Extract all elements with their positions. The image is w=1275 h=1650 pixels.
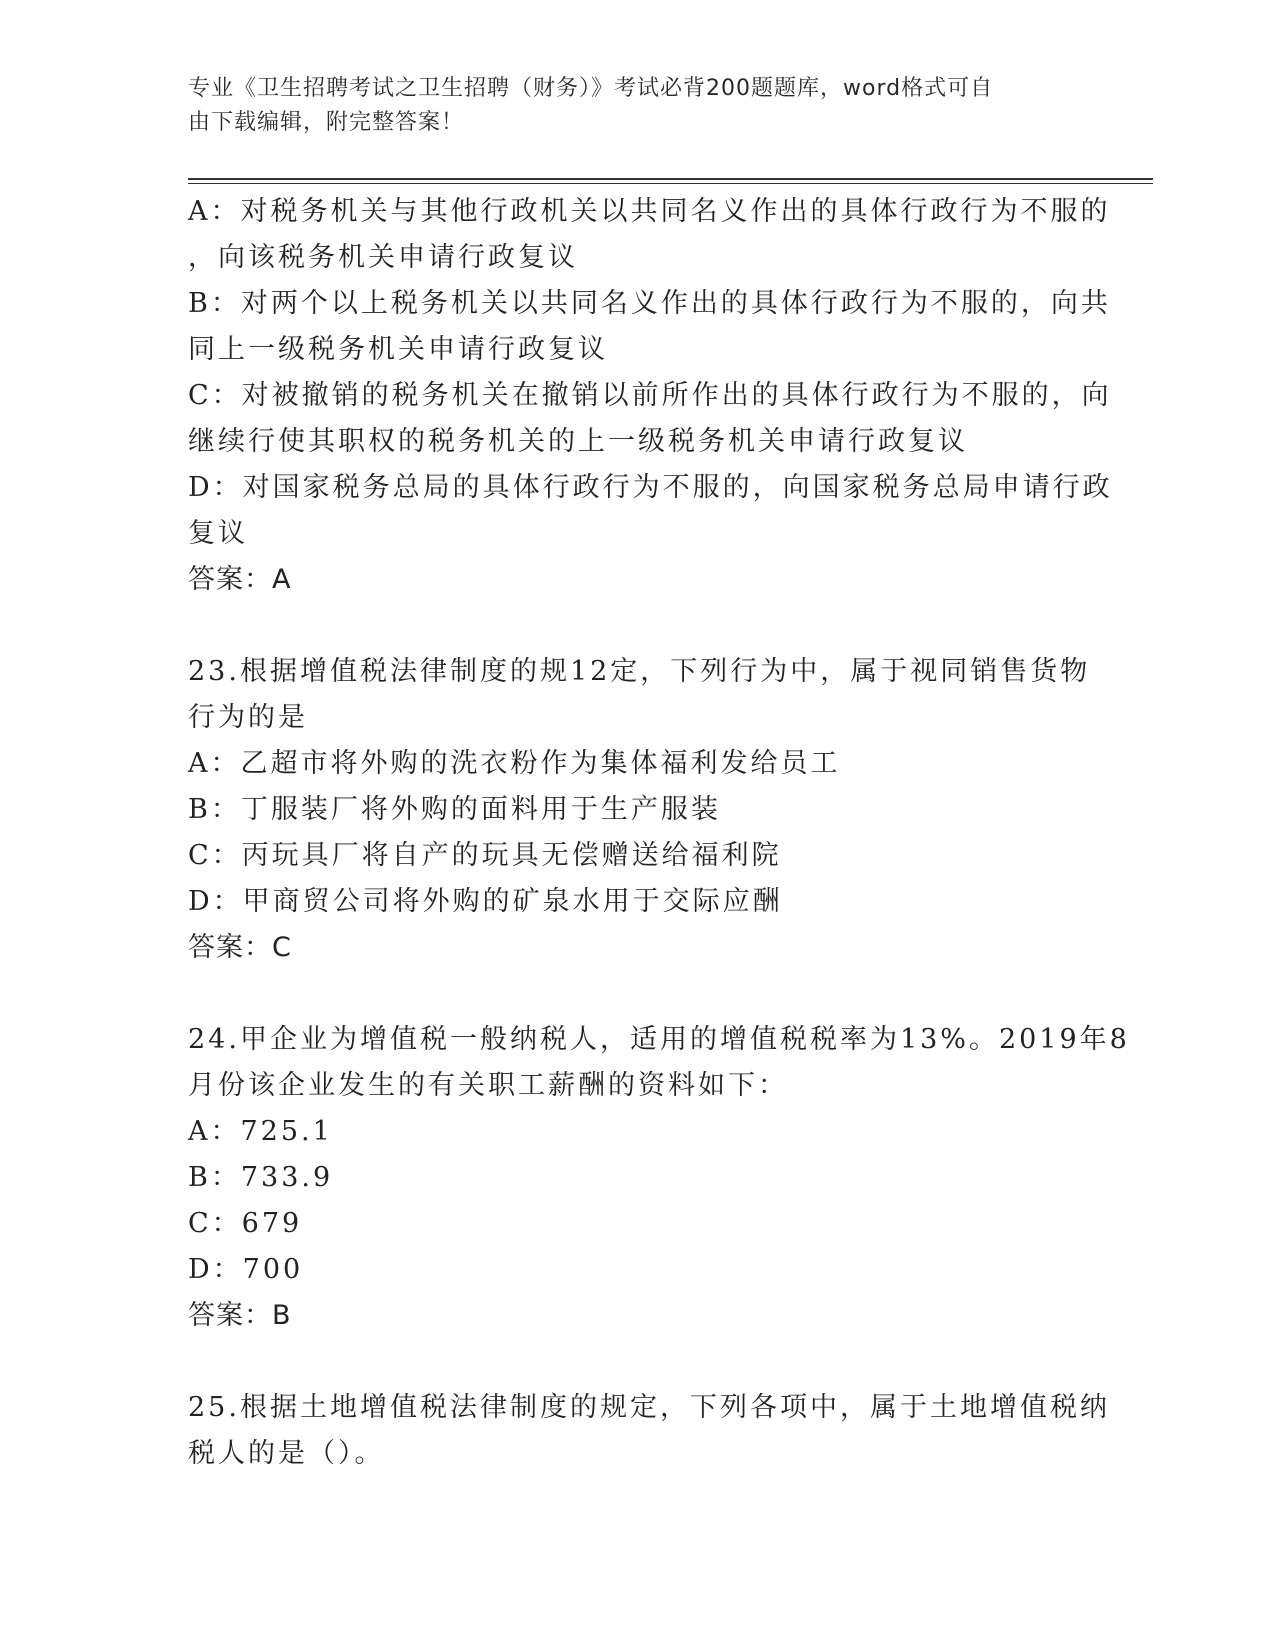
answer-label: 答案：C [188, 932, 292, 963]
spacer [188, 603, 1088, 649]
option-b: B：丁服装厂将外购的面料用于生产服装 [188, 794, 721, 825]
question-stem-line-1: 25.根据土地增值税法律制度的规定，下列各项中，属于土地增值税纳 [188, 1392, 1110, 1423]
question-stem-line-1: 23.根据增值税法律制度的规12定，下列行为中，属于视同销售货物 [188, 656, 1091, 687]
question-stem-line-2: 月份该企业发生的有关职工薪酬的资料如下： [188, 1070, 788, 1101]
prev-question-block [188, 189, 1113, 603]
option-d-line-2: 复议 [188, 518, 248, 549]
header-divider-thick [188, 178, 1153, 180]
question-23 [188, 649, 1091, 971]
option-a-line-1: A：对税务机关与其他行政机关以共同名义作出的具体行政行为不服的 [188, 196, 1111, 227]
option-a: A：725.1 [188, 1116, 333, 1147]
option-a-line-2: ，向该税务机关申请行政复议 [188, 242, 578, 273]
option-c-line-1: C：对被撤销的税务机关在撤销以前所作出的具体行政行为不服的，向 [188, 380, 1112, 411]
question-stem-line-1: 24.甲企业为增值税一般纳税人，适用的增值税税率为13%。2019年8 [188, 1024, 1130, 1055]
question-25 [188, 1385, 1110, 1477]
spacer [188, 1339, 1088, 1385]
option-c: C：679 [188, 1208, 303, 1239]
option-b: B：733.9 [188, 1162, 334, 1193]
document-header [188, 72, 1068, 140]
question-stem-line-2: 行为的是 [188, 702, 308, 733]
answer-label: 答案：B [188, 1300, 292, 1331]
option-d-line-1: D：对国家税务总局的具体行政行为不服的，向国家税务总局申请行政 [188, 472, 1113, 503]
document-body [188, 189, 1130, 1477]
option-c-line-2: 继续行使其职权的税务机关的上一级税务机关申请行政复议 [188, 426, 968, 457]
header-line-1: 专业《卫生招聘考试之卫生招聘（财务）》考试必背200题题库，word格式可自 [188, 76, 994, 101]
header-line-2: 由下载编辑，附完整答案！ [188, 110, 465, 135]
option-d: D：甲商贸公司将外购的矿泉水用于交际应酬 [188, 886, 783, 917]
option-d: D：700 [188, 1254, 304, 1285]
option-b-line-1: B：对两个以上税务机关以共同名义作出的具体行政行为不服的，向共 [188, 288, 1111, 319]
spacer [188, 971, 1088, 1017]
question-stem-line-2: 税人的是（）。 [188, 1438, 385, 1469]
question-24 [188, 1017, 1130, 1339]
header-divider-thin [188, 183, 1153, 184]
option-a: A：乙超市将外购的洗衣粉作为集体福利发给员工 [188, 748, 841, 779]
option-c: C：丙玩具厂将自产的玩具无偿赠送给福利院 [188, 840, 782, 871]
option-b-line-2: 同上一级税务机关申请行政复议 [188, 334, 608, 365]
answer-label: 答案：A [188, 564, 292, 595]
